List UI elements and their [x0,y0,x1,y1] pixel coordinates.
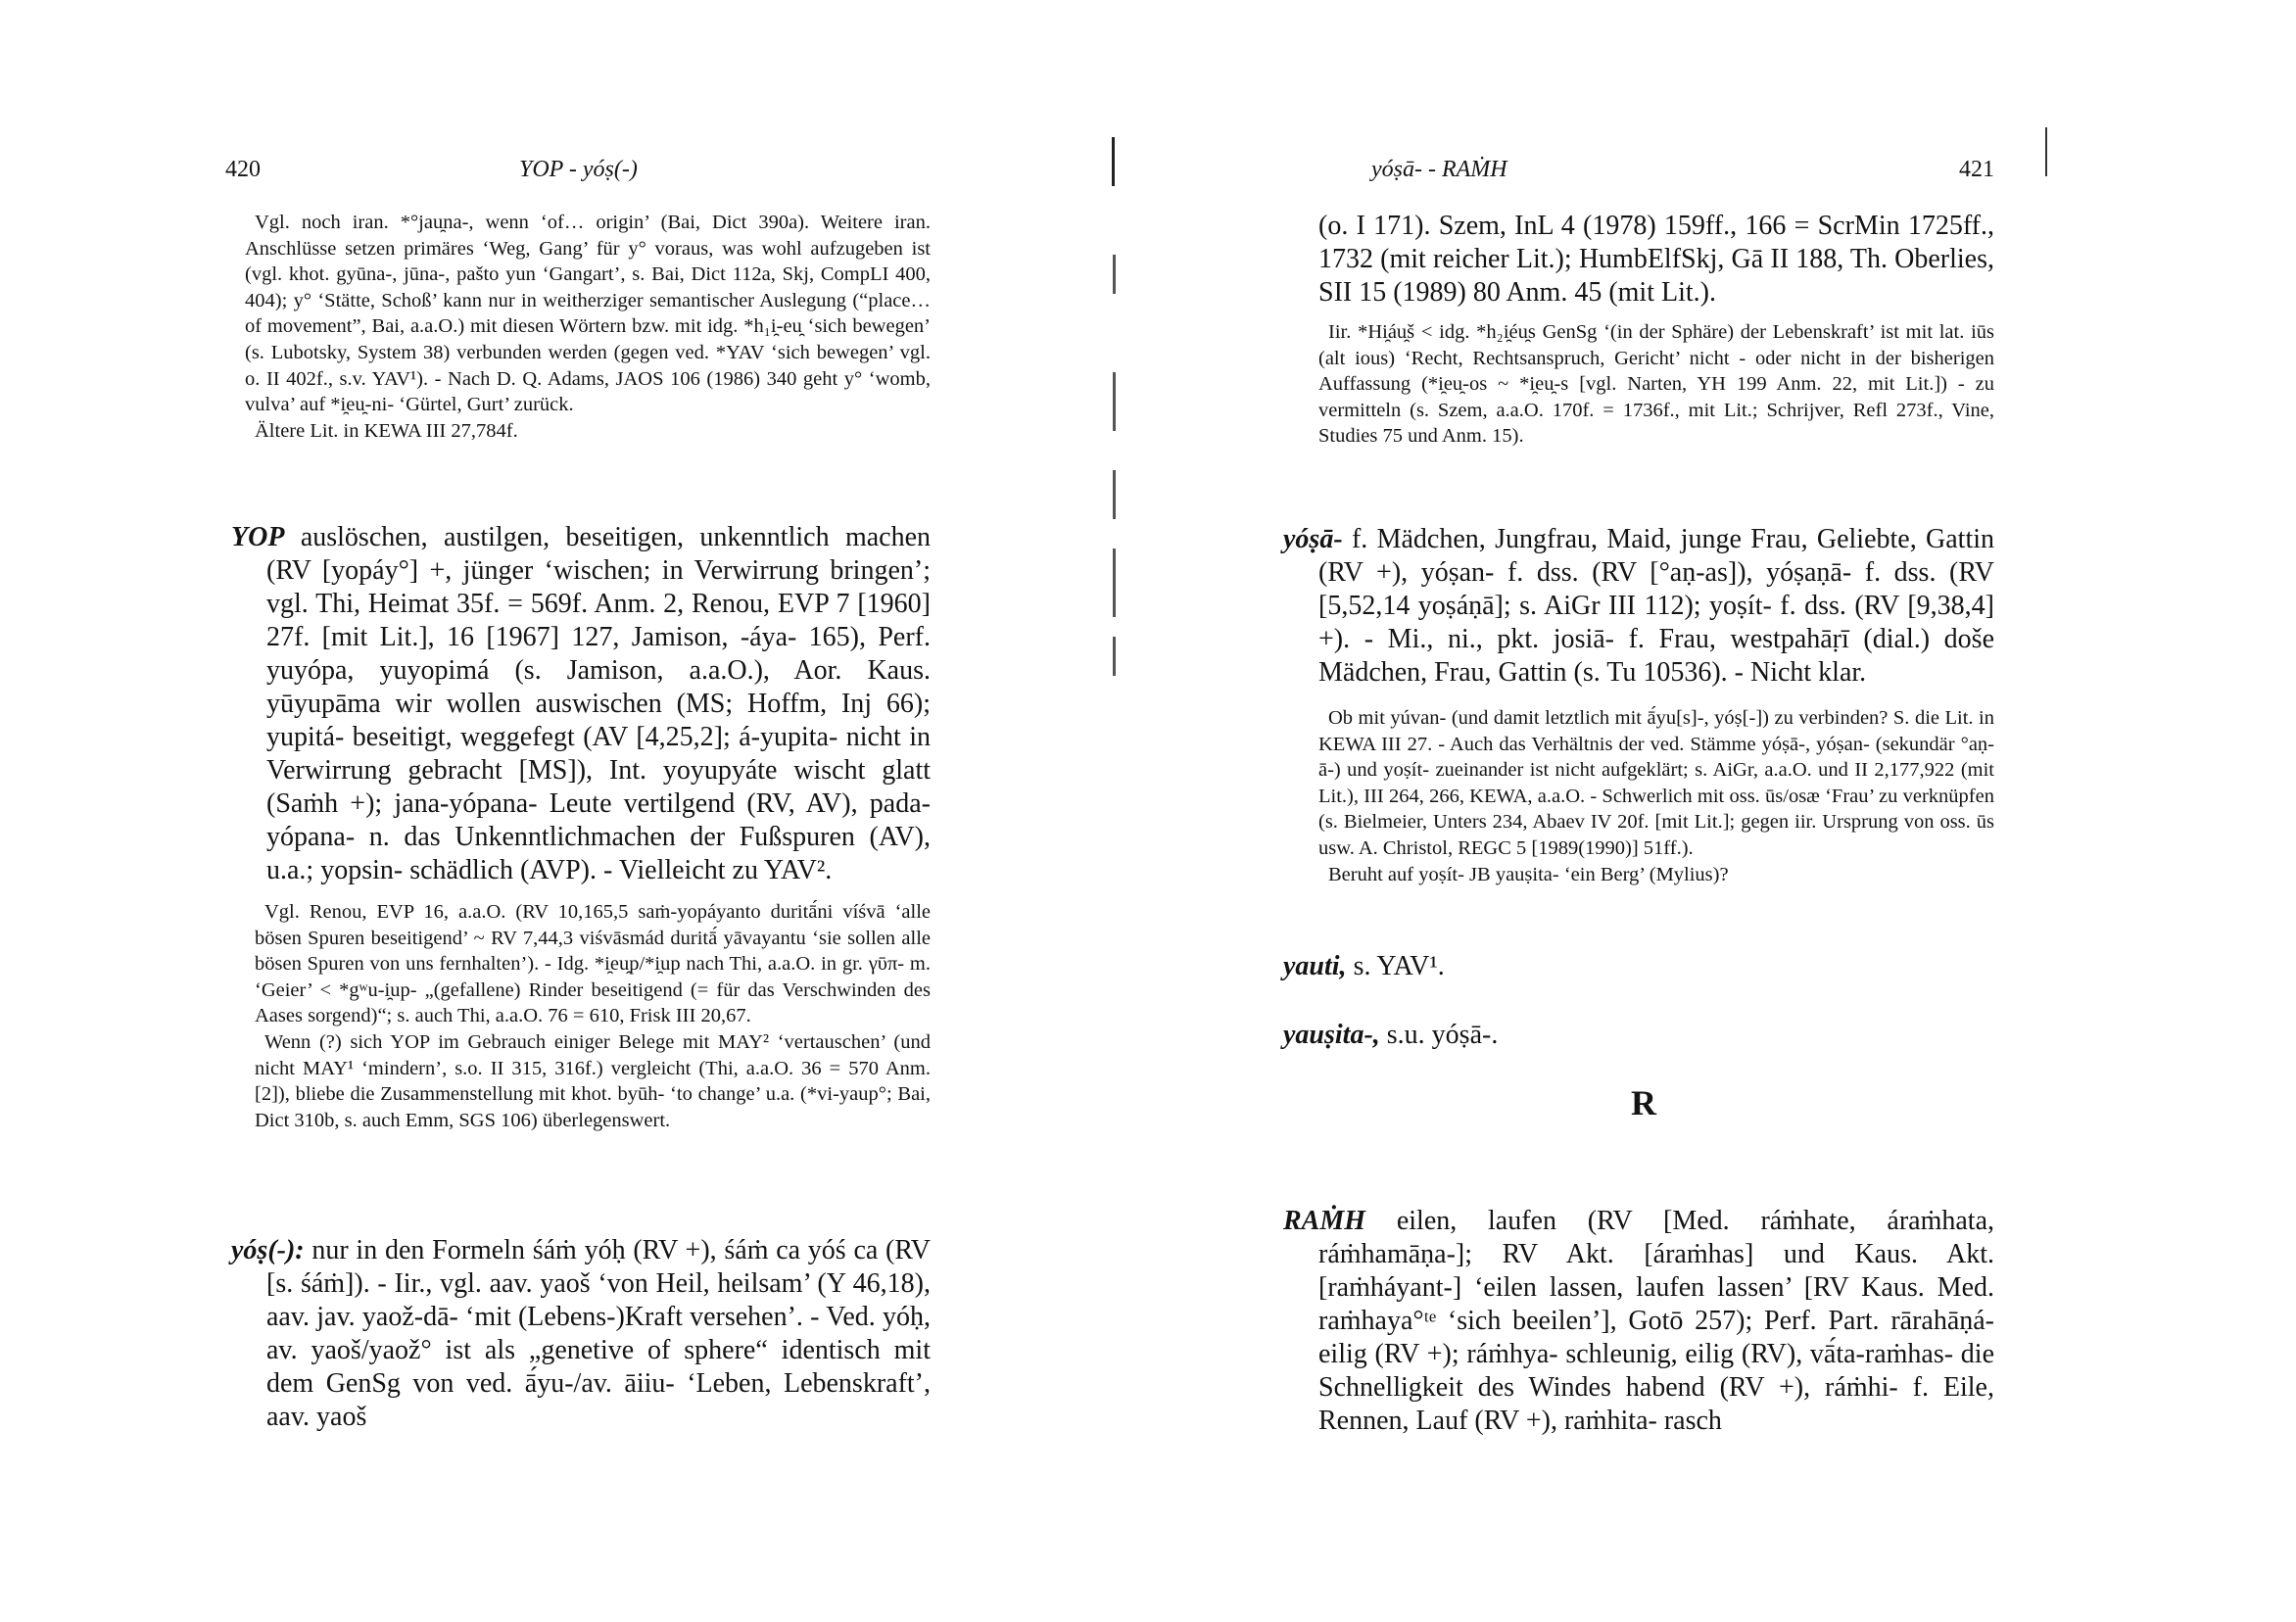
note-yop-1: Vgl. Renou, EVP 16, a.a.O. (RV 10,165,5 saṁ-yopáyanto duritā́ni víśvā ‘alle bösen Spuren beseitigend’ ~ RV 7,44,3 viśvāsmád duritā́ yāvayantu ‘sie sollen alle bösen Spuren von uns fernhalten’). - Idg. *i̯eu̯p/*i̯up nach Thi, a.a.O. in gr. γῡπ- m. ‘Geier’ < *gʷu-i̯up- „(gefallene) Rinder beseitigend (= für das Verschwinden des Aases sorgend)“; s. auch Thi, a.a.O. 76 = 610, Frisk III 20,67. [255,901,931,1027]
note-iir [1318,319,1994,450]
page-number-left: 420 [225,157,261,182]
entry-yos-text: nur in den Formeln śáṁ yóḥ (RV +), śáṁ ca yóś ca (RV [s. śáṁ]). - Iir., vgl. aav. yaoš ‘von Heil, heilsam’ (Y 46,18), aav. jav. yaož-dā- ‘mit (Lebens-)Kraft versehen’. - Ved. yóḥ, av. yaoš/yaož° ist als „genetive of sphere“ identisch mit dem GenSg von ved. ā́yu-/av. āiiu- ‘Leben, Lebenskraft’, aav. yaoš [266,1235,932,1432]
gutter-mark [1113,372,1116,431]
entry-yos-lemma: yóṣ(-): [231,1235,305,1265]
gutter-mark [1113,470,1116,519]
note-top [245,210,931,444]
entry-ramh-lemma: RAṀH [1283,1206,1366,1236]
entry-yauti [1283,950,1994,983]
entry-ramh [1283,1205,1994,1438]
entry-yosa-text: f. Mädchen, Jungfrau, Maid, junge Frau, Geliebte, Gattin (RV +), yóṣan- f. dss. (RV [°aṇ-as]), yóṣaṇā- f. dss. (RV [5,52,14 yoṣáṇā]; s. AiGr III 112); yoṣít- f. dss. (RV [9,38,4] +). - Mi., ni., pkt. josiā- f. Frau, westpahāṛī (dial.) doše Mädchen, Frau, Gattin (s. Tu 10536). - Nicht klar. [1318,524,1994,688]
entry-yop [231,521,931,887]
entry-yosa-lemma: yóṣā- [1283,524,1343,554]
gutter-mark [1113,637,1116,676]
entry-yop-text: auslöschen, austilgen, beseitigen, unkenntlich machen (RV [yopáy°] +, jünger ‘wischen; in Verwirrung bringen’; vgl. Thi, Heimat 35f. = 569f. Anm. 2, Renou, EVP 7 [1960] 27f. [mit Lit.], 16 [1967] 127, Jamison, -áya- 165), Perf. yuyópa, yuyopimá (s. Jamison, a.a.O.), Aor. Kaus. yūyupāma wir wollen auswischen (MS; Hoffm, Inj 66); yupitá- beseitigt, weggefegt (AV [4,25,2]; á-yupita- nicht in Verwirrung gebracht [MS]), Int. yoyupyáte wischt glatt (Saṁh +); jana-yópana- Leute vertilgend (RV, AV), pada-yópana- n. das Unkenntlichmachen der Fußspuren (AV), u.a.; yopsin- schädlich (AVP). - Vielleicht zu YAV². [266,522,932,885]
note-top-last: Ältere Lit. in KEWA III 27,784f. [255,419,518,442]
page-number-right: 421 [1959,157,1994,182]
entry-yop-lemma: YOP [231,522,285,552]
gutter-line [1112,137,1115,186]
running-title-left: YOP - yóṣ(-) [519,157,638,182]
note-top-paragraph: Vgl. noch iran. *°jau̯na-, wenn ‘of… origin’ (Bai, Dict 390a). Weitere iran. Anschlüsse setzen primäres ‘Weg, Gang’ für y° voraus, was wohl aufzugeben ist (vgl. khot. gyūna-, jūna-, pašto yun ‘Gangart’, s. Bai, Dict 112a, Skj, CompLI 400, 404); y° ‘Stätte, Schoß’ kann nur in weitherziger semantischer Auslegung (“place… of movement”, Bai, a.a.O.) mit diesen Wörtern bzw. mit idg. *h₁i̯-eu̯ ‘sich bewegen’ (s. Lubotsky, System 38) verbunden werden (gegen ved. *YAV ‘sich bewegen’ vgl. o. II 402f., s.v. YAV¹). - Nach D. Q. Adams, JAOS 106 (1986) 340 geht y° ‘womb, vulva’ auf *i̯eu̯-ni- ‘Gürtel, Gurt’ zurück. [245,212,931,416]
page-edge-mark [2045,127,2047,176]
gutter-mark [1113,549,1116,617]
note-yop-2: Wenn (?) sich YOP im Gebrauch einiger Belege mit MAY² ‘vertauschen’ (und nicht MAY¹ ‘mindern’, s.o. II 315, 316f.) vergleicht (Thi, a.a.O. 36 = 570 Anm. [2]), bliebe die Zusammenstellung mit khot. byūh- ‘to change’ u.a. (*vi-yaup°; Bai, Dict 310b, s. auch Emm, SGS 106) überlegenswert. [255,1030,931,1131]
continuation-paragraph: (o. I 171). Szem, InL 4 (1978) 159ff., 166 = ScrMin 1725ff., 1732 (mit reicher Lit.); HumbElfSkj, Gā II 188, Th. Oberlies, SII 15 (1989) 80 Anm. 45 (mit Lit.). [1318,211,1994,308]
entry-yosa [1283,523,1994,690]
gutter-mark [1113,255,1116,294]
entry-yausita-text: s.u. yóṣā-. [1386,1020,1499,1050]
note-yop [255,899,931,1133]
entry-yausita [1283,1019,1994,1052]
note-yosa [1318,705,1994,887]
note-yosa-paragraph: Ob mit yúvan- (und damit letztlich mit ā́yu[s]-, yóṣ[-]) zu verbinden? S. die Lit. in KEWA III 27. - Auch das Verhältnis der ved. Stämme yóṣā-, yóṣan- (sekundär °aṇ-ā-) und yoṣít- zueinander ist nicht aufgeklärt; s. AiGr, a.a.O. und II 2,177,922 (mit Lit.), III 264, 266, KEWA, a.a.O. - Schwerlich mit oss. ūs/osæ ‘Frau’ zu verknüpfen (s. Bielmeier, Unters 234, Abaev IV 20f. [mit Lit.]; gegen iir. Ursprung von oss. ūs usw. A. Christol, REGC 5 [1989(1990)] 51ff.). [1318,707,1994,859]
section-letter: R [1631,1083,1656,1122]
entry-yauti-lemma: yauti, [1283,951,1347,981]
entry-ramh-text: eilen, laufen (RV [Med. ráṁhate, áraṁhata, ráṁhamāṇa-]; RV Akt. [áraṁhas] und Kaus. Akt. [raṁháyant-] ‘eilen lassen, laufen lassen’ [RV Kaus. Med. raṁhaya°ᵗᵉ ‘sich beeilen’], Gotō 257); Perf. Part. rārahāṇá- eilig (RV +); ráṁhya- schleunig, eilig (RV), vā́ta-raṁhas- die Schnelligkeit des Windes habend (RV +), ráṁhi- f. Eile, Rennen, Lauf (RV +), raṁhita- rasch [1318,1206,1995,1436]
continuation-text [1318,210,1994,310]
entry-yos [231,1234,931,1434]
entry-yauti-text: s. YAV¹. [1353,951,1445,981]
note-yosa-last: Beruht auf yoṣít- JB yauṣita- ‘ein Berg’ (Mylius)? [1328,863,1729,885]
entry-yausita-lemma: yauṣita-, [1283,1020,1380,1050]
running-title-right: yóṣā- - RAṀH [1371,157,1507,182]
note-iir-paragraph: Iir. *Hi̯áu̯š < idg. *h₂i̯éu̯s GenSg ‘(in der Sphäre) der Lebenskraft’ ist mit lat. iūs (alt ious) ‘Recht, Rechtsanspruch, Gericht’ nicht - oder nicht in der bisherigen Auffassung (*i̯eu̯-os ~ *i̯eu̯-s [vgl. Narten, YH 199 Anm. 22, mit Lit.]) - zu vermitteln (s. Szem, a.a.O. 170f. = 1736f., mit Lit.; Schrijver, Refl 273f., Vine, Studies 75 und Anm. 15). [1318,321,1994,448]
